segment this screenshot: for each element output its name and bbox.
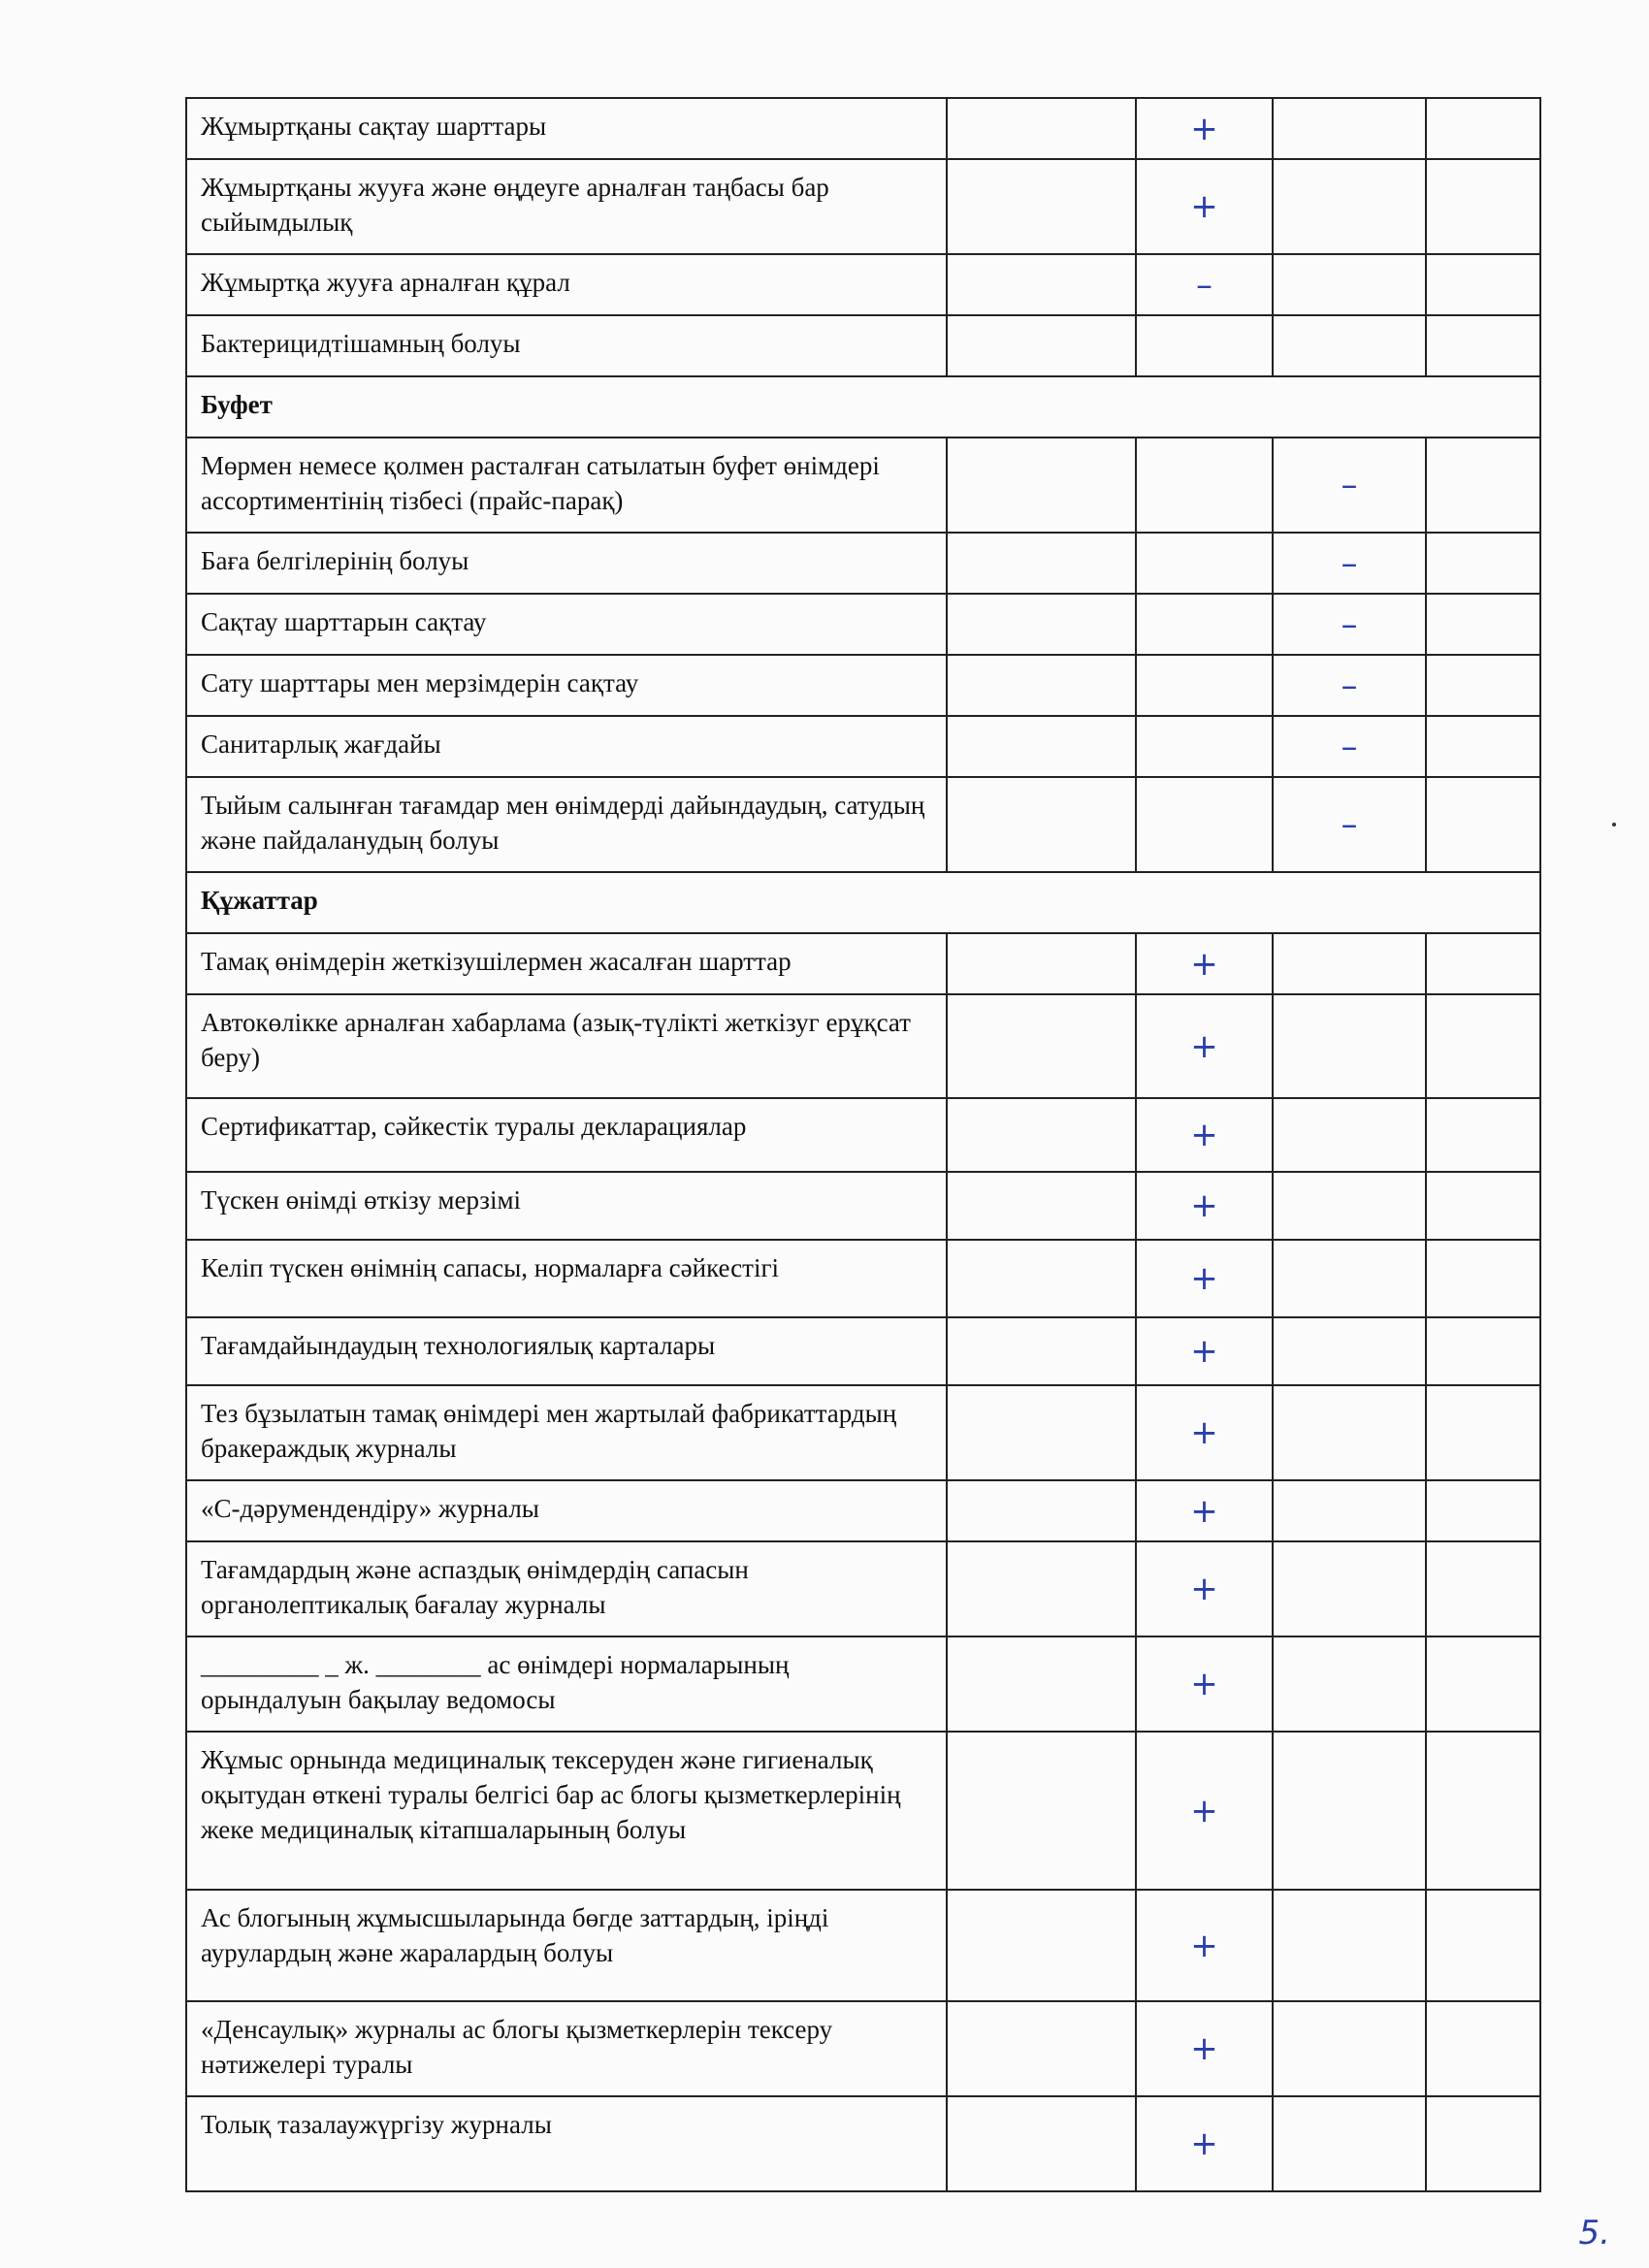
requirement-text: Жұмыс орнында медициналық тексеруден және гигиеналық оқытудан өткені туралы белгісі бар ас блогы қызметкерлерінің жеке медициналық кітапшаларының болуы [186,1732,947,1890]
mark-cell-col2: + [1136,933,1273,994]
table-row [186,533,1540,594]
mark-cell-col3 [1273,994,1426,1098]
checklist-body [186,98,1540,2191]
mark-cell-col3: – [1273,594,1426,655]
mark-cell-col4 [1426,655,1540,716]
mark-cell-col4 [1426,533,1540,594]
mark-cell-col1 [947,254,1136,315]
mark-cell-col1 [947,1732,1136,1890]
requirement-text: Жұмыртқа жууға арналған құрал [186,254,947,315]
mark-cell-col1 [947,98,1136,159]
mark-cell-col1 [947,2001,1136,2096]
table-row [186,1098,1540,1172]
requirement-text: Сату шарттары мен мерзімдерін сақтау [186,655,947,716]
requirement-text: Сертификаттар, сәйкестік туралы декларациялар [186,1098,947,1172]
mark-cell-col3 [1273,2001,1426,2096]
mark-cell-col1 [947,2096,1136,2191]
mark-cell-col2: + [1136,1240,1273,1317]
mark-cell-col4 [1426,254,1540,315]
mark-cell-col3 [1273,315,1426,376]
table-row [186,1480,1540,1541]
table-row [186,777,1540,872]
mark-cell-col3: – [1273,716,1426,777]
mark-cell-col1 [947,994,1136,1098]
mark-cell-col4 [1426,315,1540,376]
requirement-text: Толық тазалаужүргізу журналы [186,2096,947,2191]
mark-cell-col1 [947,437,1136,533]
mark-cell-col2 [1136,716,1273,777]
mark-cell-col4 [1426,2001,1540,2096]
mark-cell-col1 [947,1480,1136,1541]
mark-cell-col3: – [1273,655,1426,716]
mark-cell-col4 [1426,716,1540,777]
section-title: Буфет [186,376,1540,437]
mark-cell-col1 [947,1240,1136,1317]
requirement-text: «Денсаулық» журналы ас блогы қызметкерлерін тексеру нәтижелері туралы [186,2001,947,2096]
checklist-table [185,97,1541,2192]
stray-dot [1612,823,1616,826]
mark-cell-col3: – [1273,777,1426,872]
mark-cell-col1 [947,594,1136,655]
table-row [186,315,1540,376]
requirement-text: Жұмыртқаны сақтау шарттары [186,98,947,159]
mark-cell-col2: + [1136,1480,1273,1541]
mark-cell-col1 [947,1098,1136,1172]
section-title: Құжаттар [186,872,1540,933]
mark-cell-col2: + [1136,98,1273,159]
mark-cell-col4 [1426,994,1540,1098]
mark-cell-col2 [1136,437,1273,533]
mark-cell-col2 [1136,533,1273,594]
mark-cell-col4 [1426,777,1540,872]
mark-cell-col4 [1426,1385,1540,1480]
mark-cell-col4 [1426,594,1540,655]
mark-cell-col3 [1273,159,1426,254]
mark-cell-col2: + [1136,994,1273,1098]
mark-cell-col3: – [1273,533,1426,594]
mark-cell-col2: – [1136,254,1273,315]
mark-cell-col2: + [1136,1732,1273,1890]
table-row [186,2001,1540,2096]
mark-cell-col2: + [1136,1890,1273,2001]
requirement-text: Сақтау шарттарын сақтау [186,594,947,655]
mark-cell-col1 [947,315,1136,376]
requirement-text: Ас блогының жұмысшыларында бөгде заттардың, іріңді аурулардың және жаралардың болуы [186,1890,947,2001]
mark-cell-col1 [947,1541,1136,1636]
table-row [186,1636,1540,1732]
table-row [186,159,1540,254]
mark-cell-col3 [1273,1172,1426,1240]
mark-cell-col4 [1426,437,1540,533]
mark-cell-col1 [947,655,1136,716]
mark-cell-col4 [1426,1172,1540,1240]
requirement-text: Тыйым салынған тағамдар мен өнімдерді дайындаудың, сатудың және пайдаланудың болуы [186,777,947,872]
table-row [186,1240,1540,1317]
mark-cell-col2: + [1136,1172,1273,1240]
mark-cell-col3 [1273,1541,1426,1636]
mark-cell-col4 [1426,1890,1540,2001]
table-row [186,594,1540,655]
requirement-text: Бактерицидтішамның болуы [186,315,947,376]
requirement-text: _________ _ ж. ________ ас өнімдері нормаларының орындалуын бақылау ведомосы [186,1636,947,1732]
mark-cell-col3 [1273,1317,1426,1385]
table-row [186,437,1540,533]
mark-cell-col4 [1426,1480,1540,1541]
mark-cell-col2: + [1136,159,1273,254]
table-row [186,1541,1540,1636]
requirement-text: Тағамдардың және аспаздық өнімдердің сапасын органолептикалық бағалау журналы [186,1541,947,1636]
mark-cell-col1 [947,933,1136,994]
requirement-text: Келіп түскен өнімнің сапасы, нормаларға сәйкестігі [186,1240,947,1317]
mark-cell-col3 [1273,1890,1426,2001]
mark-cell-col2: + [1136,1541,1273,1636]
requirement-text: «С-дәрумендендіру» журналы [186,1480,947,1541]
mark-cell-col4 [1426,98,1540,159]
mark-cell-col3 [1273,254,1426,315]
requirement-text: Жұмыртқаны жууға және өңдеуге арналған таңбасы бар сыйымдылық [186,159,947,254]
table-row [186,98,1540,159]
mark-cell-col3 [1273,1636,1426,1732]
mark-cell-col1 [947,533,1136,594]
mark-cell-col2 [1136,315,1273,376]
mark-cell-col1 [947,716,1136,777]
mark-cell-col3 [1273,1098,1426,1172]
mark-cell-col2: + [1136,2001,1273,2096]
table-row [186,1317,1540,1385]
mark-cell-col2: + [1136,1636,1273,1732]
section-header-row [186,872,1540,933]
mark-cell-col4 [1426,1240,1540,1317]
mark-cell-col4 [1426,1541,1540,1636]
mark-cell-col4 [1426,1317,1540,1385]
mark-cell-col4 [1426,2096,1540,2191]
mark-cell-col4 [1426,933,1540,994]
table-row [186,933,1540,994]
mark-cell-col1 [947,159,1136,254]
table-row [186,1172,1540,1240]
mark-cell-col2: + [1136,1098,1273,1172]
requirement-text: Тағамдайындаудың технологиялық карталары [186,1317,947,1385]
table-row [186,254,1540,315]
mark-cell-col4 [1426,1636,1540,1732]
mark-cell-col2 [1136,594,1273,655]
mark-cell-col3 [1273,98,1426,159]
mark-cell-col1 [947,1890,1136,2001]
mark-cell-col1 [947,1636,1136,1732]
mark-cell-col3: – [1273,437,1426,533]
table-row [186,655,1540,716]
requirement-text: Түскен өнімді өткізу мерзімі [186,1172,947,1240]
requirement-text: Тамақ өнімдерін жеткізушілермен жасалған шарттар [186,933,947,994]
section-header-row [186,376,1540,437]
requirement-text: Автокөлікке арналған хабарлама (азық-түлікті жеткізуг ерұқсат беру) [186,994,947,1098]
mark-cell-col4 [1426,159,1540,254]
mark-cell-col4 [1426,1732,1540,1890]
page-number: 5. [1578,2214,1610,2252]
requirement-text: Тез бұзылатын тамақ өнімдері мен жартылай фабрикаттардың бракераждық журналы [186,1385,947,1480]
table-row [186,2096,1540,2191]
table-row [186,716,1540,777]
mark-cell-col2: + [1136,1317,1273,1385]
mark-cell-col2: + [1136,1385,1273,1480]
mark-cell-col4 [1426,1098,1540,1172]
mark-cell-col1 [947,777,1136,872]
mark-cell-col1 [947,1317,1136,1385]
mark-cell-col2 [1136,777,1273,872]
mark-cell-col3 [1273,2096,1426,2191]
table-row [186,1890,1540,2001]
mark-cell-col3 [1273,1480,1426,1541]
mark-cell-col2 [1136,655,1273,716]
requirement-text: Санитарлық жағдайы [186,716,947,777]
requirement-text: Баға белгілерінің болуы [186,533,947,594]
table-row [186,1732,1540,1890]
mark-cell-col1 [947,1385,1136,1480]
requirement-text: Мөрмен немесе қолмен расталған сатылатын буфет өнімдері ассортиментінің тізбесі (прайс-парақ) [186,437,947,533]
table-row [186,994,1540,1098]
mark-cell-col3 [1273,933,1426,994]
mark-cell-col3 [1273,1385,1426,1480]
table-row [186,1385,1540,1480]
mark-cell-col3 [1273,1732,1426,1890]
mark-cell-col2: + [1136,2096,1273,2191]
mark-cell-col1 [947,1172,1136,1240]
mark-cell-col3 [1273,1240,1426,1317]
